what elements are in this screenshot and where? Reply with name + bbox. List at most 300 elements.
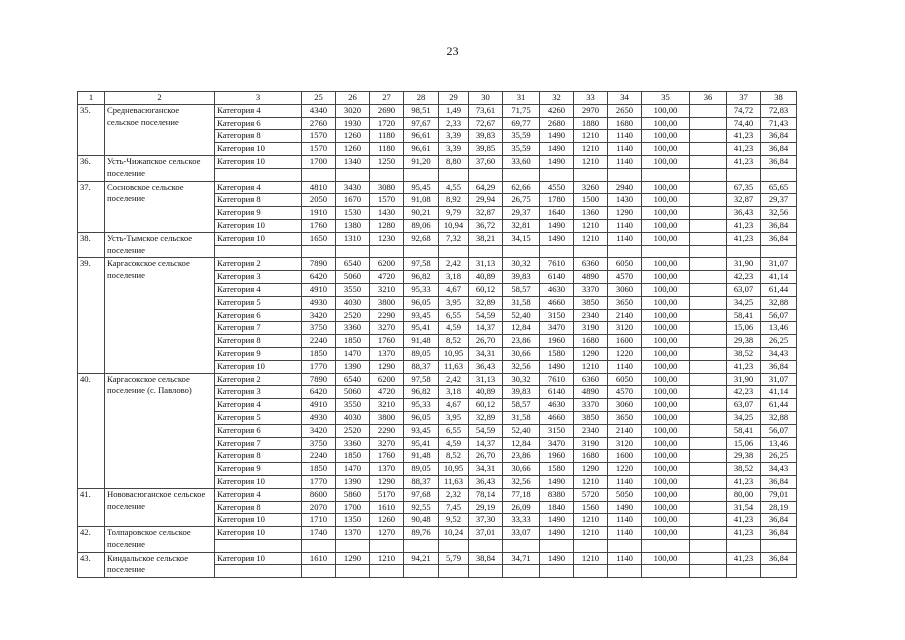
value-cell: 93,45 <box>404 309 439 322</box>
value-cell: 30,66 <box>503 347 540 360</box>
value-cell: 100,00 <box>642 373 690 386</box>
value-cell <box>690 207 727 220</box>
value-cell: 1560 <box>574 501 608 514</box>
value-cell: 36,84 <box>761 475 797 488</box>
value-cell: 31,58 <box>503 296 540 309</box>
value-cell: 3430 <box>336 181 370 194</box>
value-cell: 71,43 <box>761 117 797 130</box>
category-cell: Категория 7 <box>215 437 302 450</box>
empty-cell <box>469 245 503 258</box>
value-cell: 100,00 <box>642 488 690 501</box>
value-cell: 3210 <box>370 283 404 296</box>
value-cell: 3020 <box>336 104 370 117</box>
value-cell: 29,38 <box>727 450 761 463</box>
value-cell: 41,23 <box>727 155 761 168</box>
empty-cell <box>215 565 302 578</box>
value-cell: 5720 <box>574 488 608 501</box>
value-cell: 61,44 <box>761 283 797 296</box>
empty-cell <box>727 565 761 578</box>
value-cell: 11,63 <box>439 360 469 373</box>
value-cell: 32,88 <box>761 411 797 424</box>
value-cell: 1210 <box>574 527 608 540</box>
value-cell: 88,37 <box>404 360 439 373</box>
empty-cell <box>370 245 404 258</box>
value-cell: 1850 <box>336 450 370 463</box>
value-cell: 90,48 <box>404 514 439 527</box>
value-cell: 1210 <box>574 475 608 488</box>
value-cell <box>690 463 727 476</box>
category-cell: Категория 9 <box>215 347 302 360</box>
value-cell: 36,43 <box>727 207 761 220</box>
value-cell: 6420 <box>302 271 336 284</box>
value-cell: 42,23 <box>727 271 761 284</box>
category-cell: Категория 3 <box>215 386 302 399</box>
table-row <box>78 552 797 565</box>
value-cell: 1290 <box>370 360 404 373</box>
value-cell: 1280 <box>370 219 404 232</box>
value-cell: 1380 <box>336 219 370 232</box>
value-cell: 74,40 <box>727 117 761 130</box>
value-cell: 3150 <box>540 424 574 437</box>
value-cell: 100,00 <box>642 181 690 194</box>
value-cell: 13,46 <box>761 437 797 450</box>
value-cell <box>690 501 727 514</box>
empty-cell <box>404 539 439 552</box>
empty-cell <box>727 245 761 258</box>
value-cell: 28,19 <box>761 501 797 514</box>
value-cell: 63,07 <box>727 283 761 296</box>
value-cell: 1850 <box>302 347 336 360</box>
value-cell: 10,95 <box>439 347 469 360</box>
value-cell: 3550 <box>336 283 370 296</box>
value-cell: 100,00 <box>642 411 690 424</box>
value-cell: 3370 <box>574 399 608 412</box>
value-cell: 4550 <box>540 181 574 194</box>
value-cell: 1310 <box>336 232 370 245</box>
value-cell: 3470 <box>540 437 574 450</box>
value-cell: 31,07 <box>761 373 797 386</box>
value-cell: 34,25 <box>727 411 761 424</box>
value-cell: 36,84 <box>761 130 797 143</box>
value-cell <box>690 155 727 168</box>
value-cell: 30,66 <box>503 463 540 476</box>
empty-cell <box>761 245 797 258</box>
value-cell: 2240 <box>302 450 336 463</box>
value-cell: 88,37 <box>404 475 439 488</box>
value-cell: 7,32 <box>439 232 469 245</box>
empty-cell <box>574 168 608 181</box>
value-cell: 54,59 <box>469 309 503 322</box>
empty-cell <box>642 539 690 552</box>
value-cell: 3,95 <box>439 296 469 309</box>
empty-cell <box>404 565 439 578</box>
value-cell: 100,00 <box>642 155 690 168</box>
empty-cell <box>642 245 690 258</box>
category-cell: Категория 10 <box>215 232 302 245</box>
value-cell: 100,00 <box>642 219 690 232</box>
settlement-name: Усть-Тымское сельское поселение <box>105 232 215 258</box>
value-cell: 89,05 <box>404 347 439 360</box>
value-cell: 1140 <box>608 130 642 143</box>
value-cell: 26,25 <box>761 335 797 348</box>
empty-cell <box>608 539 642 552</box>
value-cell: 1740 <box>302 527 336 540</box>
value-cell: 91,20 <box>404 155 439 168</box>
value-cell: 5050 <box>608 488 642 501</box>
settlement-name: Толпаровское сельское поселение <box>105 527 215 553</box>
value-cell: 3650 <box>608 296 642 309</box>
value-cell: 36,84 <box>761 360 797 373</box>
header-cell: 3 <box>215 92 302 105</box>
value-cell: 92,68 <box>404 232 439 245</box>
header-cell: 27 <box>370 92 404 105</box>
value-cell: 1610 <box>302 552 336 565</box>
empty-cell <box>727 168 761 181</box>
category-cell: Категория 10 <box>215 219 302 232</box>
value-cell: 3800 <box>370 411 404 424</box>
value-cell: 1650 <box>302 232 336 245</box>
table-row <box>78 373 797 386</box>
value-cell: 3650 <box>608 411 642 424</box>
value-cell: 77,18 <box>503 488 540 501</box>
value-cell: 4890 <box>574 386 608 399</box>
value-cell: 10,94 <box>439 219 469 232</box>
value-cell: 1180 <box>370 130 404 143</box>
value-cell: 12,84 <box>503 437 540 450</box>
value-cell: 3850 <box>574 296 608 309</box>
value-cell: 96,61 <box>404 143 439 156</box>
header-cell: 36 <box>690 92 727 105</box>
value-cell: 100,00 <box>642 501 690 514</box>
value-cell <box>690 309 727 322</box>
value-cell: 1490 <box>540 143 574 156</box>
value-cell: 1850 <box>336 335 370 348</box>
empty-cell <box>370 539 404 552</box>
value-cell: 95,33 <box>404 283 439 296</box>
empty-cell <box>302 565 336 578</box>
value-cell: 3,39 <box>439 143 469 156</box>
value-cell: 100,00 <box>642 424 690 437</box>
value-cell: 36,43 <box>469 360 503 373</box>
value-cell: 3210 <box>370 399 404 412</box>
settlement-name: Сосновское сельское поселение <box>105 181 215 232</box>
category-cell: Категория 10 <box>215 514 302 527</box>
value-cell: 36,72 <box>469 219 503 232</box>
header-cell: 28 <box>404 92 439 105</box>
value-cell: 1260 <box>336 130 370 143</box>
empty-cell <box>336 565 370 578</box>
value-cell <box>690 232 727 245</box>
value-cell: 1210 <box>574 360 608 373</box>
value-cell: 58,41 <box>727 424 761 437</box>
empty-cell <box>690 168 727 181</box>
settlement-name: Каргасокское сельское поселение <box>105 258 215 373</box>
value-cell: 32,88 <box>761 296 797 309</box>
value-cell: 3,18 <box>439 386 469 399</box>
value-cell: 1210 <box>574 219 608 232</box>
empty-cell <box>642 565 690 578</box>
empty-cell <box>690 245 727 258</box>
header-cell: 38 <box>761 92 797 105</box>
value-cell: 1220 <box>608 463 642 476</box>
value-cell: 78,14 <box>469 488 503 501</box>
value-cell: 52,40 <box>503 309 540 322</box>
value-cell: 41,14 <box>761 386 797 399</box>
value-cell <box>690 373 727 386</box>
value-cell: 38,21 <box>469 232 503 245</box>
value-cell: 2650 <box>608 104 642 117</box>
value-cell: 31,90 <box>727 373 761 386</box>
value-cell: 2340 <box>574 424 608 437</box>
category-cell: Категория 2 <box>215 258 302 271</box>
empty-cell <box>690 565 727 578</box>
category-cell: Категория 8 <box>215 335 302 348</box>
value-cell: 2,42 <box>439 258 469 271</box>
empty-cell <box>540 245 574 258</box>
table-row <box>78 232 797 245</box>
value-cell: 92,55 <box>404 501 439 514</box>
header-cell: 32 <box>540 92 574 105</box>
category-cell: Категория 10 <box>215 143 302 156</box>
value-cell: 3360 <box>336 322 370 335</box>
value-cell: 4720 <box>370 386 404 399</box>
value-cell: 1270 <box>370 527 404 540</box>
value-cell: 1210 <box>370 552 404 565</box>
value-cell: 1580 <box>540 463 574 476</box>
value-cell: 89,76 <box>404 527 439 540</box>
value-cell: 2940 <box>608 181 642 194</box>
value-cell: 26,75 <box>503 194 540 207</box>
value-cell: 90,21 <box>404 207 439 220</box>
value-cell: 6050 <box>608 258 642 271</box>
value-cell: 89,06 <box>404 219 439 232</box>
value-cell: 96,61 <box>404 130 439 143</box>
value-cell: 34,43 <box>761 347 797 360</box>
value-cell: 58,41 <box>727 309 761 322</box>
value-cell: 79,01 <box>761 488 797 501</box>
value-cell: 100,00 <box>642 283 690 296</box>
tariff-table <box>77 91 797 578</box>
value-cell: 4930 <box>302 411 336 424</box>
value-cell: 91,48 <box>404 450 439 463</box>
value-cell: 36,84 <box>761 155 797 168</box>
value-cell: 29,94 <box>469 194 503 207</box>
row-number: 37. <box>78 181 105 232</box>
settlement-name: Нововасюганское сельское поселение <box>105 488 215 526</box>
row-number: 42. <box>78 527 105 553</box>
value-cell: 3800 <box>370 296 404 309</box>
value-cell: 4930 <box>302 296 336 309</box>
value-cell: 1500 <box>574 194 608 207</box>
value-cell: 11,63 <box>439 475 469 488</box>
value-cell: 91,48 <box>404 335 439 348</box>
category-cell: Категория 6 <box>215 424 302 437</box>
value-cell: 3270 <box>370 437 404 450</box>
value-cell: 13,46 <box>761 322 797 335</box>
value-cell: 1360 <box>574 207 608 220</box>
value-cell: 7890 <box>302 373 336 386</box>
value-cell: 39,83 <box>503 386 540 399</box>
value-cell: 4910 <box>302 399 336 412</box>
value-cell: 1700 <box>336 501 370 514</box>
value-cell: 100,00 <box>642 271 690 284</box>
value-cell: 2760 <box>302 117 336 130</box>
value-cell <box>690 181 727 194</box>
value-cell: 1640 <box>540 207 574 220</box>
value-cell: 1140 <box>608 143 642 156</box>
value-cell: 4720 <box>370 271 404 284</box>
value-cell: 1670 <box>336 194 370 207</box>
value-cell: 95,41 <box>404 322 439 335</box>
category-cell: Категория 5 <box>215 411 302 424</box>
value-cell: 9,52 <box>439 514 469 527</box>
value-cell: 4,59 <box>439 437 469 450</box>
header-cell: 34 <box>608 92 642 105</box>
value-cell: 3120 <box>608 437 642 450</box>
value-cell: 34,15 <box>503 232 540 245</box>
value-cell <box>690 514 727 527</box>
value-cell: 4910 <box>302 283 336 296</box>
value-cell: 1260 <box>370 514 404 527</box>
value-cell: 4660 <box>540 296 574 309</box>
value-cell: 35,59 <box>503 130 540 143</box>
value-cell <box>690 475 727 488</box>
value-cell: 8,52 <box>439 335 469 348</box>
value-cell: 38,52 <box>727 347 761 360</box>
value-cell: 1490 <box>540 130 574 143</box>
value-cell: 36,84 <box>761 232 797 245</box>
value-cell: 26,25 <box>761 450 797 463</box>
row-number: 40. <box>78 373 105 488</box>
value-cell: 100,00 <box>642 475 690 488</box>
value-cell <box>690 437 727 450</box>
value-cell: 1760 <box>370 450 404 463</box>
value-cell: 32,81 <box>503 219 540 232</box>
value-cell: 7890 <box>302 258 336 271</box>
header-cell: 33 <box>574 92 608 105</box>
value-cell: 64,29 <box>469 181 503 194</box>
value-cell: 1490 <box>540 219 574 232</box>
value-cell: 3420 <box>302 309 336 322</box>
value-cell: 40,89 <box>469 271 503 284</box>
value-cell: 40,89 <box>469 386 503 399</box>
value-cell: 8,80 <box>439 155 469 168</box>
value-cell: 96,82 <box>404 386 439 399</box>
value-cell: 96,05 <box>404 411 439 424</box>
empty-cell <box>215 168 302 181</box>
value-cell: 72,83 <box>761 104 797 117</box>
empty-cell <box>336 245 370 258</box>
empty-cell <box>215 539 302 552</box>
table-row <box>78 258 797 271</box>
value-cell: 33,60 <box>503 155 540 168</box>
value-cell: 95,41 <box>404 437 439 450</box>
value-cell: 23,86 <box>503 450 540 463</box>
value-cell <box>690 117 727 130</box>
value-cell: 6360 <box>574 258 608 271</box>
empty-cell <box>469 168 503 181</box>
value-cell <box>690 296 727 309</box>
value-cell: 1930 <box>336 117 370 130</box>
value-cell: 3120 <box>608 322 642 335</box>
category-cell: Категория 4 <box>215 181 302 194</box>
value-cell: 100,00 <box>642 117 690 130</box>
value-cell: 5060 <box>336 271 370 284</box>
value-cell: 32,89 <box>469 411 503 424</box>
value-cell: 5170 <box>370 488 404 501</box>
empty-cell <box>608 245 642 258</box>
value-cell: 100,00 <box>642 437 690 450</box>
value-cell: 3060 <box>608 399 642 412</box>
value-cell: 6050 <box>608 373 642 386</box>
value-cell: 2050 <box>302 194 336 207</box>
value-cell: 36,84 <box>761 552 797 565</box>
value-cell: 100,00 <box>642 463 690 476</box>
value-cell: 95,45 <box>404 181 439 194</box>
value-cell <box>690 488 727 501</box>
value-cell: 1710 <box>302 514 336 527</box>
value-cell <box>690 552 727 565</box>
value-cell: 58,57 <box>503 283 540 296</box>
value-cell: 34,31 <box>469 463 503 476</box>
value-cell <box>690 347 727 360</box>
category-cell: Категория 4 <box>215 104 302 117</box>
value-cell: 3,39 <box>439 130 469 143</box>
value-cell: 32,87 <box>727 194 761 207</box>
value-cell: 1610 <box>370 501 404 514</box>
empty-cell <box>336 168 370 181</box>
value-cell: 1570 <box>302 130 336 143</box>
value-cell: 1840 <box>540 501 574 514</box>
value-cell: 1390 <box>336 475 370 488</box>
value-cell <box>690 527 727 540</box>
empty-cell <box>690 539 727 552</box>
value-cell <box>690 360 727 373</box>
value-cell: 4,67 <box>439 283 469 296</box>
value-cell <box>690 322 727 335</box>
value-cell: 15,06 <box>727 322 761 335</box>
value-cell: 30,32 <box>503 258 540 271</box>
value-cell: 2140 <box>608 424 642 437</box>
value-cell: 37,30 <box>469 514 503 527</box>
value-cell: 1140 <box>608 552 642 565</box>
value-cell: 3150 <box>540 309 574 322</box>
value-cell: 74,72 <box>727 104 761 117</box>
value-cell: 6200 <box>370 373 404 386</box>
empty-cell <box>215 245 302 258</box>
value-cell: 91,08 <box>404 194 439 207</box>
value-cell: 5,79 <box>439 552 469 565</box>
value-cell: 1210 <box>574 155 608 168</box>
value-cell: 41,14 <box>761 271 797 284</box>
value-cell: 2970 <box>574 104 608 117</box>
value-cell: 38,52 <box>727 463 761 476</box>
header-cell: 25 <box>302 92 336 105</box>
table-row <box>78 527 797 540</box>
value-cell: 3,18 <box>439 271 469 284</box>
value-cell: 3420 <box>302 424 336 437</box>
value-cell: 1210 <box>574 552 608 565</box>
page-number: 23 <box>446 44 459 58</box>
value-cell: 100,00 <box>642 335 690 348</box>
value-cell: 1760 <box>302 219 336 232</box>
value-cell: 4030 <box>336 411 370 424</box>
value-cell: 3270 <box>370 322 404 335</box>
value-cell: 7610 <box>540 258 574 271</box>
value-cell: 23,86 <box>503 335 540 348</box>
value-cell: 2520 <box>336 424 370 437</box>
empty-cell <box>302 539 336 552</box>
